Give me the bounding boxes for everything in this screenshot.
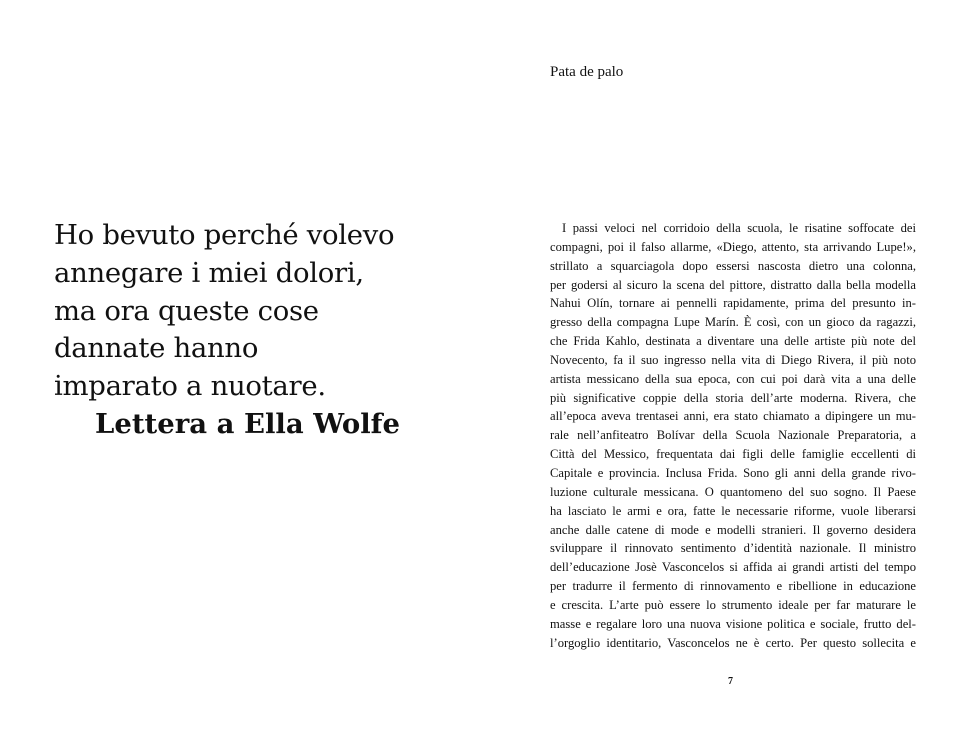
body-line: anche dalle catene di mode e modelli stranieri. Il governo desidera	[550, 522, 916, 537]
body-line: compagni, poi il falso allarme, «Diego, attento, sta arrivando Lupe!»,	[550, 239, 916, 254]
body-text	[550, 219, 916, 652]
body-line: Nahui Olín, tornare ai pennelli rapidamente, prima del presunto in-	[550, 296, 916, 311]
body-line: artista messicano della sua epoca, con cui poi darà vita a una delle	[550, 371, 916, 386]
body-line: luzione culturale messicana. O quantomeno del suo sogno. Il Paese	[550, 484, 916, 499]
body-line: più significative coppie della storia dell’arte moderna. Rivera, che	[550, 390, 916, 405]
body-line: Novecento, fa il suo ingresso nella vita di Diego Rivera, il più noto	[550, 352, 916, 367]
body-line: masse e regalare loro una nuova visione politica e sociale, frutto del-	[550, 616, 916, 631]
body-line: dell’educazione Josè Vasconcelos si affida ai grandi artisti del tempo	[550, 560, 916, 575]
epigraph-line: annegare i miei dolori,	[54, 256, 364, 289]
epigraph-attribution: Lettera a Ella Wolfe	[95, 407, 401, 440]
epigraph-line: ma ora queste cose	[54, 294, 319, 327]
epigraph	[54, 217, 434, 444]
body-line: ha lasciato le armi e ora, fatte le necessarie riforme, vuole liberarsi	[550, 503, 916, 518]
body-line: l’orgoglio identitario, Vasconcelos ne è certo. Per questo sollecita e	[550, 635, 916, 650]
running-head: Pata de palo	[550, 64, 624, 80]
epigraph-line: Ho bevuto perché volevo	[54, 219, 395, 251]
epigraph-line: imparato a nuotare.	[54, 370, 326, 403]
body-line: per tradurre il fermento di rinnovamento e ribellione in educazione	[550, 579, 916, 594]
body-line: Capitale e provincia. Inclusa Frida. Sono gli anni della grande rivo-	[550, 465, 916, 480]
body-line: rale nell’anfiteatro Bolívar della Scuola Nazionale Preparatoria, a	[550, 428, 916, 443]
epigraph-line: dannate hanno	[54, 332, 259, 365]
body-line: I passi veloci nel corridoio della scuola, le risatine soffocate dei	[562, 221, 916, 235]
body-line: Città del Messico, frequentata dai figli delle famiglie eccellenti di	[550, 447, 916, 462]
page-number: 7	[728, 676, 733, 687]
body-line: e crescita. L’arte può essere lo strumento ideale per far maturare le	[550, 597, 916, 612]
left-page	[0, 0, 484, 747]
body-line: per godersi al sicuro la scena del pittore, distratto dalla bella modella	[550, 277, 916, 292]
body-line: sviluppare il rinnovato sentimento d’identità nazionale. Il ministro	[550, 541, 916, 556]
right-page	[484, 0, 969, 747]
body-line: all’epoca aveva trentasei anni, era stato chiamato a dipingere un mu-	[550, 409, 916, 424]
body-line: che Frida Kahlo, destinata a diventare una delle artiste più note del	[550, 334, 916, 349]
body-line: gresso della compagna Lupe Marín. È così, con un gioco da ragazzi,	[550, 315, 916, 330]
body-line: strillato a squarciagola dopo essersi nascosta dietro una colonna,	[550, 258, 916, 273]
